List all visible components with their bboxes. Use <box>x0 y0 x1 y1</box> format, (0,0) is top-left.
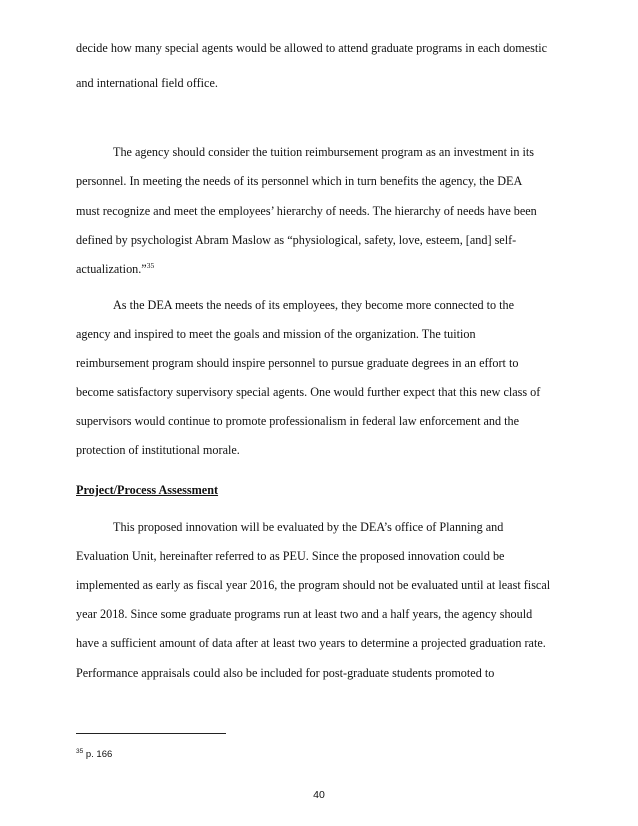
body-text-line: Evaluation Unit, hereinafter referred to as PEU. Since the proposed innovation could be <box>76 549 505 563</box>
page-number: 40 <box>313 789 325 801</box>
body-text-line: agency and inspired to meet the goals and mission of the organization. The tuition <box>76 327 476 341</box>
body-text-line: must recognize and meet the employees’ hierarchy of needs. The hierarchy of needs have been <box>76 204 537 218</box>
body-text-line: year 2018. Since some graduate programs run at least two and a half years, the agency should <box>76 607 533 621</box>
body-text-line: supervisors would continue to promote professionalism in federal law enforcement and the <box>76 414 520 428</box>
body-text-line: defined by psychologist Abram Maslow as “physiological, safety, love, esteem, [and] self- <box>76 233 517 247</box>
footnote-reference: 35 <box>146 261 155 270</box>
section-heading: Project/Process Assessment <box>76 483 219 497</box>
body-text-line: The agency should consider the tuition reimbursement program as an investment in its <box>113 145 535 159</box>
body-text-line <box>76 262 154 276</box>
footnote <box>76 749 112 761</box>
body-text-line: decide how many special agents would be allowed to attend graduate programs in each domestic <box>76 41 548 55</box>
footnote-divider <box>76 733 226 734</box>
body-text-line: reimbursement program should inspire personnel to pursue graduate degrees in an effort to <box>76 356 519 370</box>
body-text-line: This proposed innovation will be evaluated by the DEA’s office of Planning and <box>113 520 504 534</box>
body-text-line: implemented as early as fiscal year 2016, the program should not be evaluated until at least fiscal <box>76 578 551 592</box>
body-text-line: and international field office. <box>76 76 218 90</box>
body-text-line: personnel. In meeting the needs of its personnel which in turn benefits the agency, the DEA <box>76 174 523 188</box>
body-text-line: Performance appraisals could also be included for post-graduate students promoted to <box>76 666 495 680</box>
body-text-line: As the DEA meets the needs of its employees, they become more connected to the <box>113 298 515 312</box>
body-text-line-content: actualization.” <box>76 262 147 276</box>
body-text-line: become satisfactory supervisory special agents. One would further expect that this new class of <box>76 385 541 399</box>
body-text-line: have a sufficient amount of data after at least two years to determine a projected graduation rate. <box>76 636 546 650</box>
body-text-line: protection of institutional morale. <box>76 443 240 457</box>
footnote-text: p. 166 <box>83 749 113 760</box>
footnote-number: 35 <box>76 748 84 755</box>
